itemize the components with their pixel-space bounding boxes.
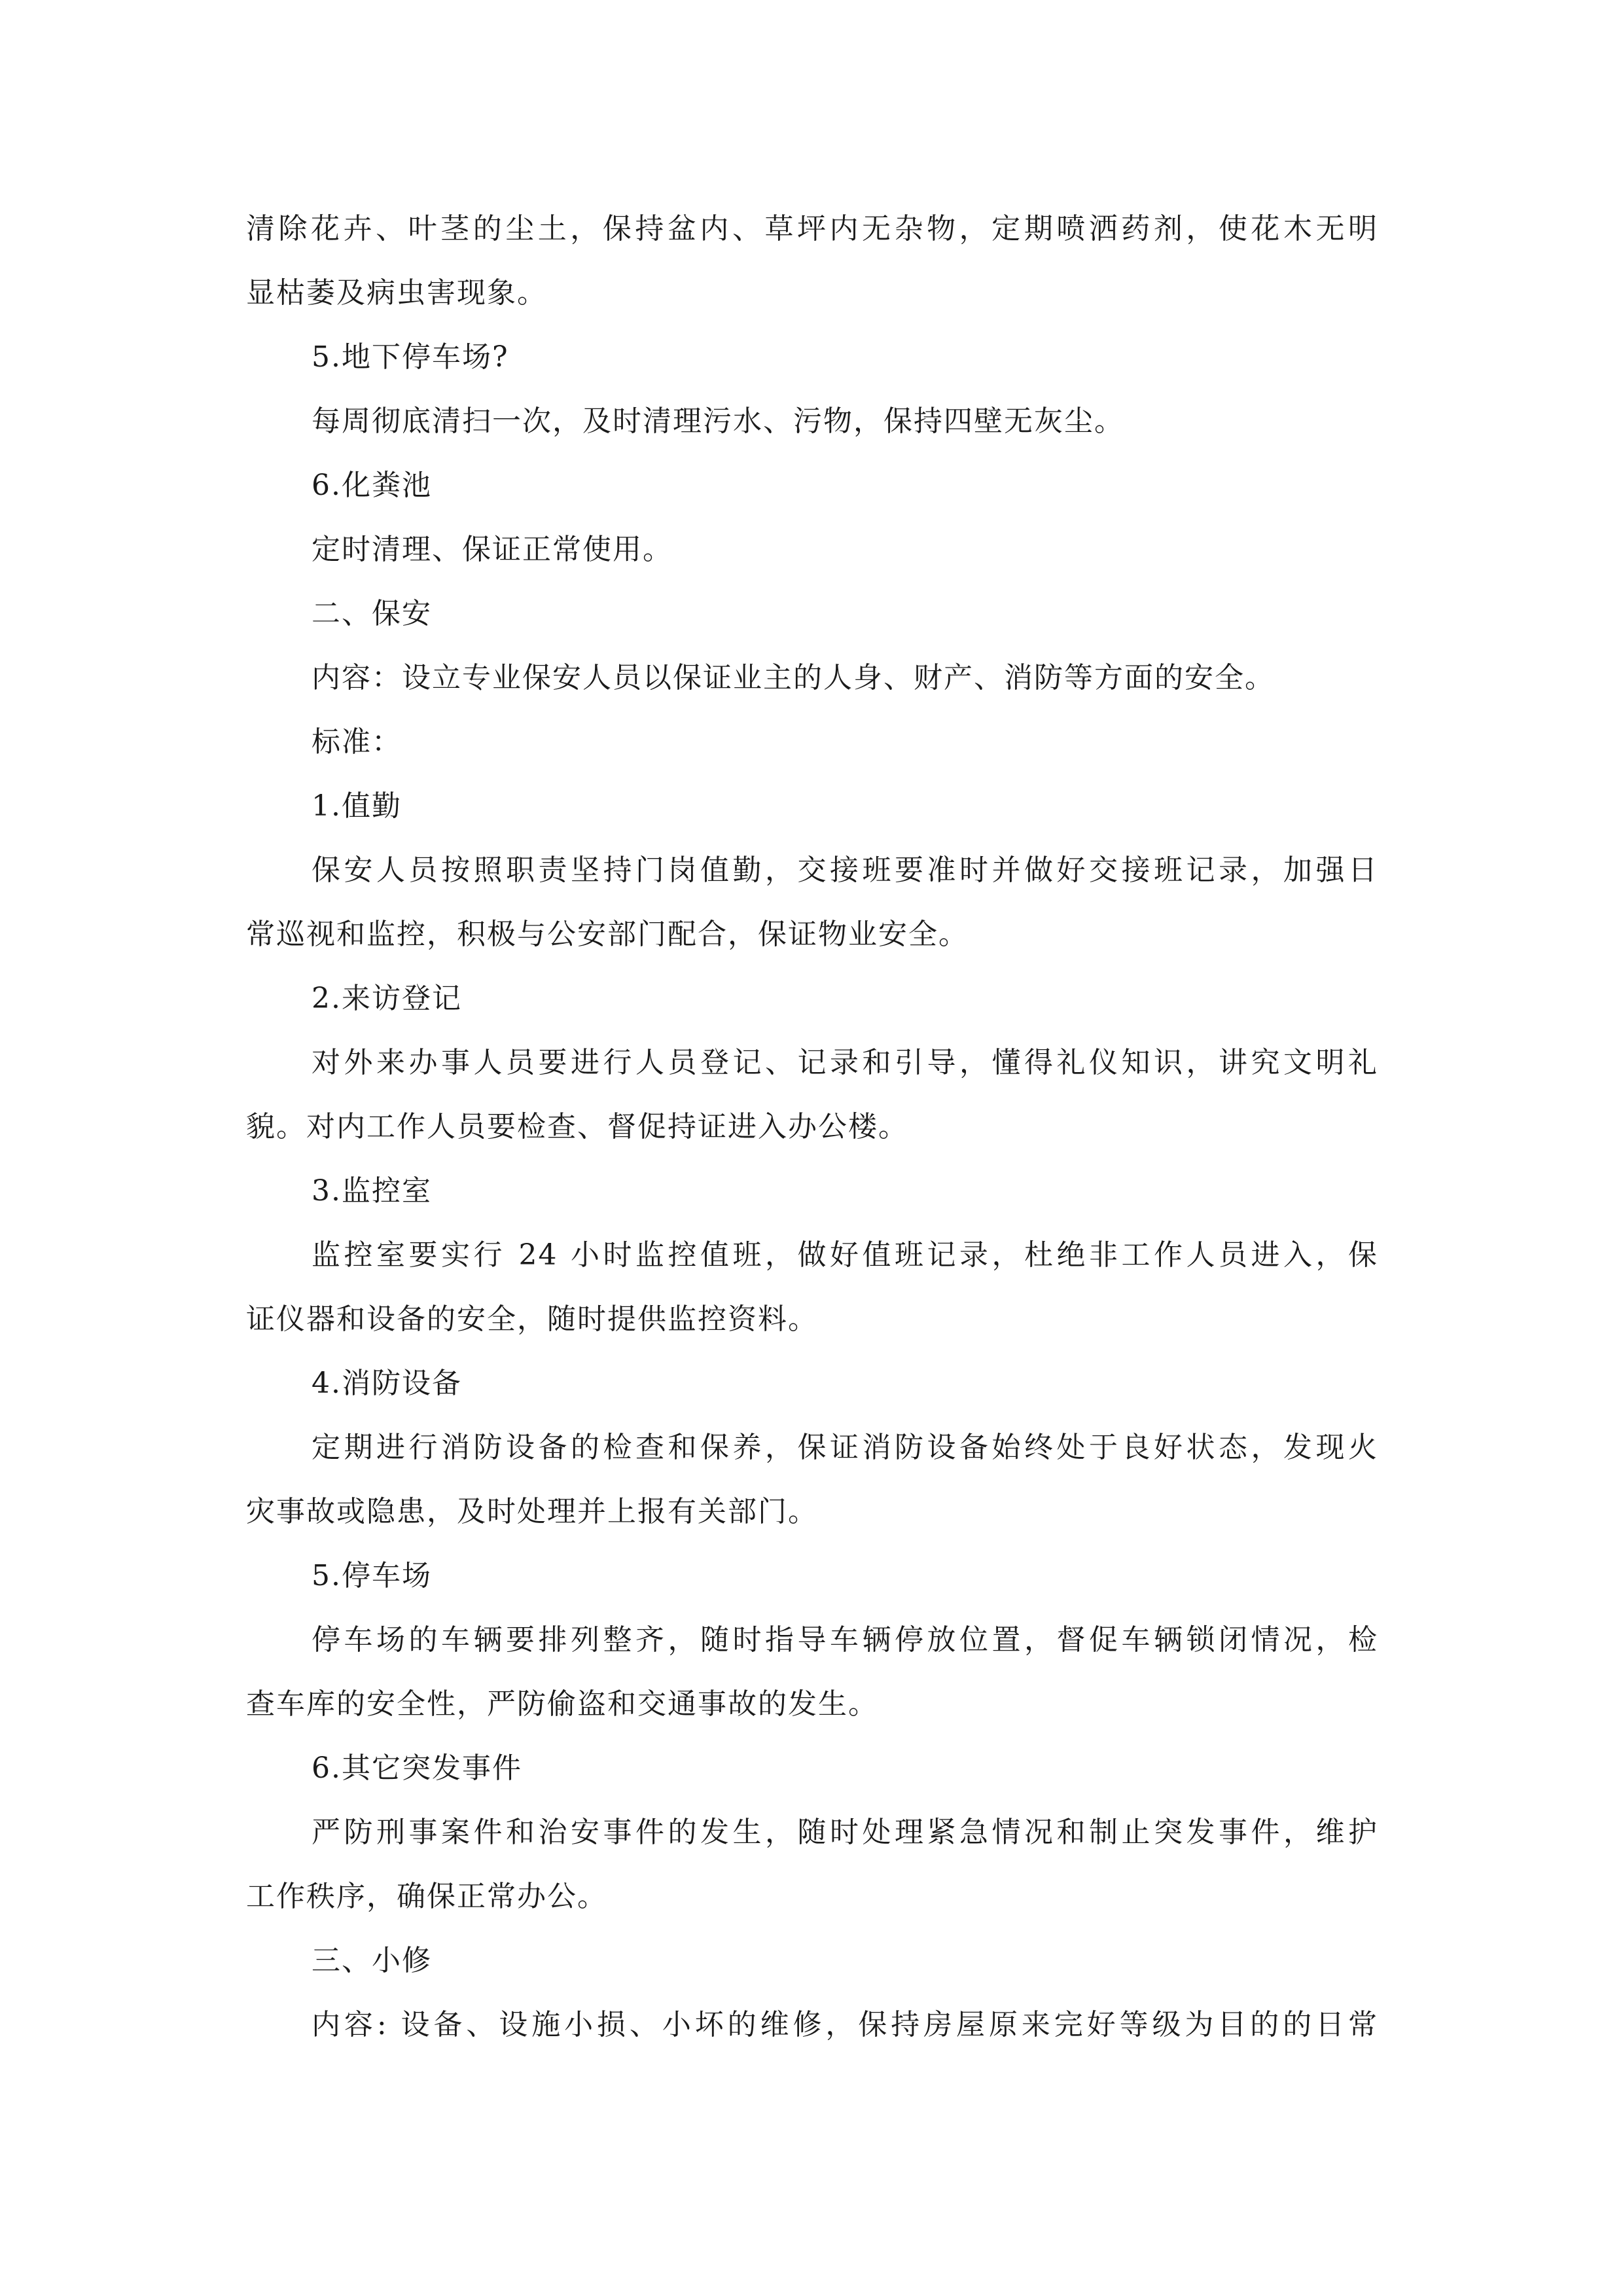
text-line: 显枯萎及病虫害现象。 xyxy=(246,276,547,310)
text-line: 清除花卉、叶茎的尘土，保持盆内、草坪内无杂物，定期喷洒药剂，使花木无明 xyxy=(246,212,1378,245)
section-heading: 6.化粪池 xyxy=(312,469,432,502)
text-line: 保安人员按照职责坚持门岗值勤，交接班要准时并做好交接班记录，加强日 xyxy=(312,853,1378,887)
section-heading: 4.消防设备 xyxy=(312,1367,462,1400)
text-line: 内容：设立专业保安人员以保证业主的人身、财产、消防等方面的安全。 xyxy=(312,661,1275,694)
section-heading: 5.停车场 xyxy=(312,1559,432,1592)
section-heading: 二、保安 xyxy=(312,597,432,630)
section-heading: 三、小修 xyxy=(312,1944,432,1977)
text-line: 证仪器和设备的安全，随时提供监控资料。 xyxy=(246,1302,818,1336)
text-line: 灾事故或隐患，及时处理并上报有关部门。 xyxy=(246,1495,818,1528)
section-heading: 5.地下停车场? xyxy=(312,340,509,374)
text-line: 停车场的车辆要排列整齐，随时指导车辆停放位置，督促车辆锁闭情况，检 xyxy=(312,1623,1378,1657)
text-line: 貌。对内工作人员要检查、督促持证进入办公楼。 xyxy=(246,1110,908,1143)
section-heading: 3.监控室 xyxy=(312,1174,432,1208)
text-line: 定时清理、保证正常使用。 xyxy=(312,533,673,566)
section-heading: 6.其它突发事件 xyxy=(312,1751,522,1785)
text-line: 严防刑事案件和治安事件的发生，随时处理紧急情况和制止突发事件，维护 xyxy=(312,1816,1378,1849)
section-heading: 2.来访登记 xyxy=(312,982,462,1015)
text-line: 监控室要实行 24 小时监控值班，做好值班记录，杜绝非工作人员进入，保 xyxy=(312,1238,1378,1272)
text-line: 对外来办事人员要进行人员登记、记录和引导，懂得礼仪知识，讲究文明礼 xyxy=(312,1046,1378,1079)
text-line: 定期进行消防设备的检查和保养，保证消防设备始终处于良好状态，发现火 xyxy=(312,1431,1378,1464)
text-line: 每周彻底清扫一次，及时清理污水、污物，保持四壁无灰尘。 xyxy=(312,404,1124,438)
text-line: 内容: 设备、设施小损、小坏的维修，保持房屋原来完好等级为目的的日常 xyxy=(312,2008,1378,2041)
text-line: 标准： xyxy=(312,725,402,759)
text-line: 常巡视和监控，积极与公安部门配合，保证物业安全。 xyxy=(246,918,969,951)
text-line: 工作秩序，确保正常办公。 xyxy=(246,1880,607,1913)
text-line: 查车库的安全性，严防偷盗和交通事故的发生。 xyxy=(246,1687,878,1721)
section-heading: 1.值勤 xyxy=(312,789,402,823)
